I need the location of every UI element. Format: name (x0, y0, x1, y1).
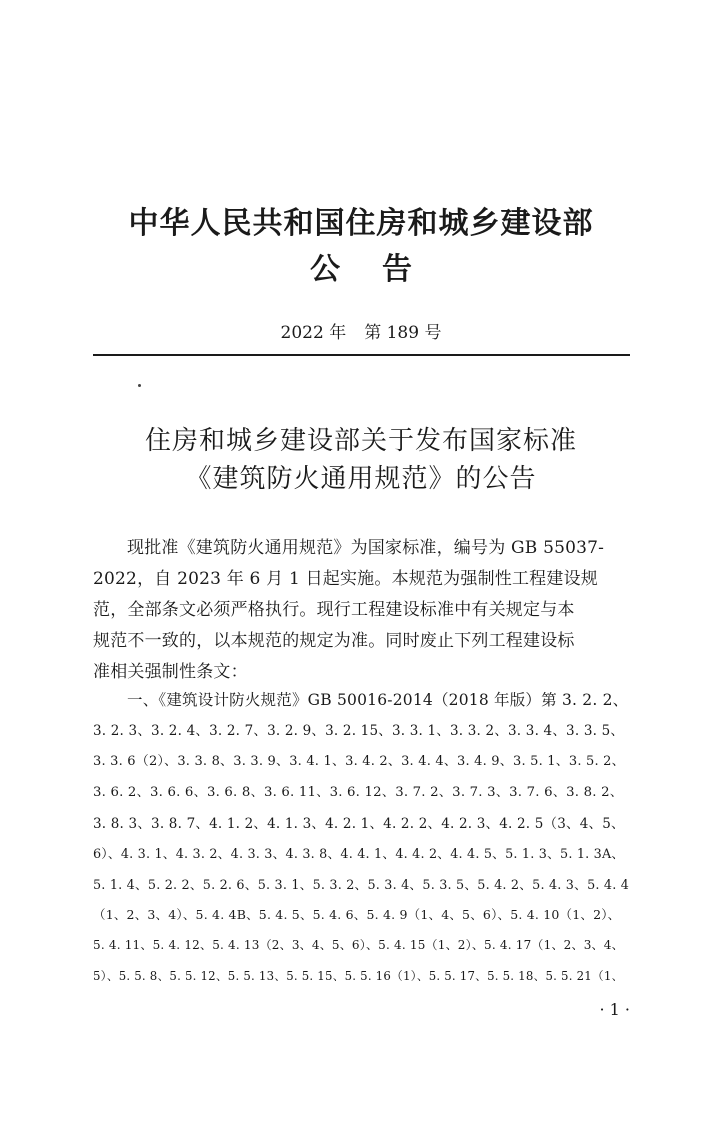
body-line: 一、《建筑设计防火规范》GB 50016-2014（2018 年版）第 3. 2. 2、 (127, 691, 629, 709)
body-line: 2022，自 2023 年 6 月 1 日起实施。本规范为强制性工程建设规 (93, 569, 598, 589)
page-number: · 1 · (599, 1000, 630, 1019)
body-line: 3. 3. 6（2）、3. 3. 8、3. 3. 9、3. 4. 1、3. 4. 2、3. 4. 4、3. 4. 9、3. 5. 1、3. 5. 2、 (93, 754, 625, 769)
body-line: （1、2、3、4）、5. 4. 4B、5. 4. 5、5. 4. 6、5. 4. 9（1、4、5、6）、5. 4. 10（1、2）、 (93, 907, 621, 922)
header-divider (93, 354, 630, 356)
announcement-title-line-2: 《建筑防火通用规范》的公告 (185, 464, 537, 494)
body-line: 3. 6. 2、3. 6. 6、3. 6. 8、3. 6. 11、3. 6. 12、3. 7. 2、3. 7. 3、3. 7. 6、3. 8. 2、 (93, 785, 624, 800)
body-line: 3. 8. 3、3. 8. 7、4. 1. 2、4. 1. 3、4. 2. 1、4. 2. 2、4. 2. 3、4. 2. 5（3、4、5、 (93, 816, 625, 832)
body-line: 5. 1. 4、5. 2. 2、5. 2. 6、5. 3. 1、5. 3. 2、5. 3. 4、5. 3. 5、5. 4. 2、5. 4. 3、5. 4. 4 (93, 878, 630, 893)
body-line: 准相关强制性条文： (93, 662, 248, 682)
announcement-title-line-1: 住房和城乡建设部关于发布国家标准 (144, 426, 577, 456)
notice-heading: 公告 (310, 252, 454, 287)
body-line: 范，全部条文必须严格执行。现行工程建设标准中有关规定与本 (93, 600, 575, 620)
issuing-agency: 中华人民共和国住房和城乡建设部 (128, 206, 594, 241)
issue-line (0, 318, 722, 343)
body-line: 规范不一致的，以本规范的规定为准。同时废止下列工程建设标 (93, 631, 575, 651)
scan-speck (138, 384, 141, 387)
issue-year: 2022 年 (280, 323, 347, 343)
issue-number: 第 189 号 (364, 323, 442, 343)
body-line: 5. 4. 11、5. 4. 12、5. 4. 13（2、3、4、5、6）、5. 4. 15（1、2）、5. 4. 17（1、2、3、4、 (93, 938, 624, 952)
body-line: 6）、4. 3. 1、4. 3. 2、4. 3. 3、4. 3. 8、4. 4. 1、4. 4. 2、4. 4. 5、5. 1. 3、5. 1. 3A、 (93, 847, 625, 862)
body-line: 现批准《建筑防火通用规范》为国家标准，编号为 GB 55037- (127, 538, 605, 558)
body-line: 5）、5. 5. 8、5. 5. 12、5. 5. 13、5. 5. 15、5. 5. 16（1）、5. 5. 17、5. 5. 18、5. 5. 21（1、 (93, 969, 624, 983)
body-line: 3. 2. 3、3. 2. 4、3. 2. 7、3. 2. 9、3. 2. 15、3. 3. 1、3. 3. 2、3. 3. 4、3. 3. 5、 (93, 723, 625, 739)
